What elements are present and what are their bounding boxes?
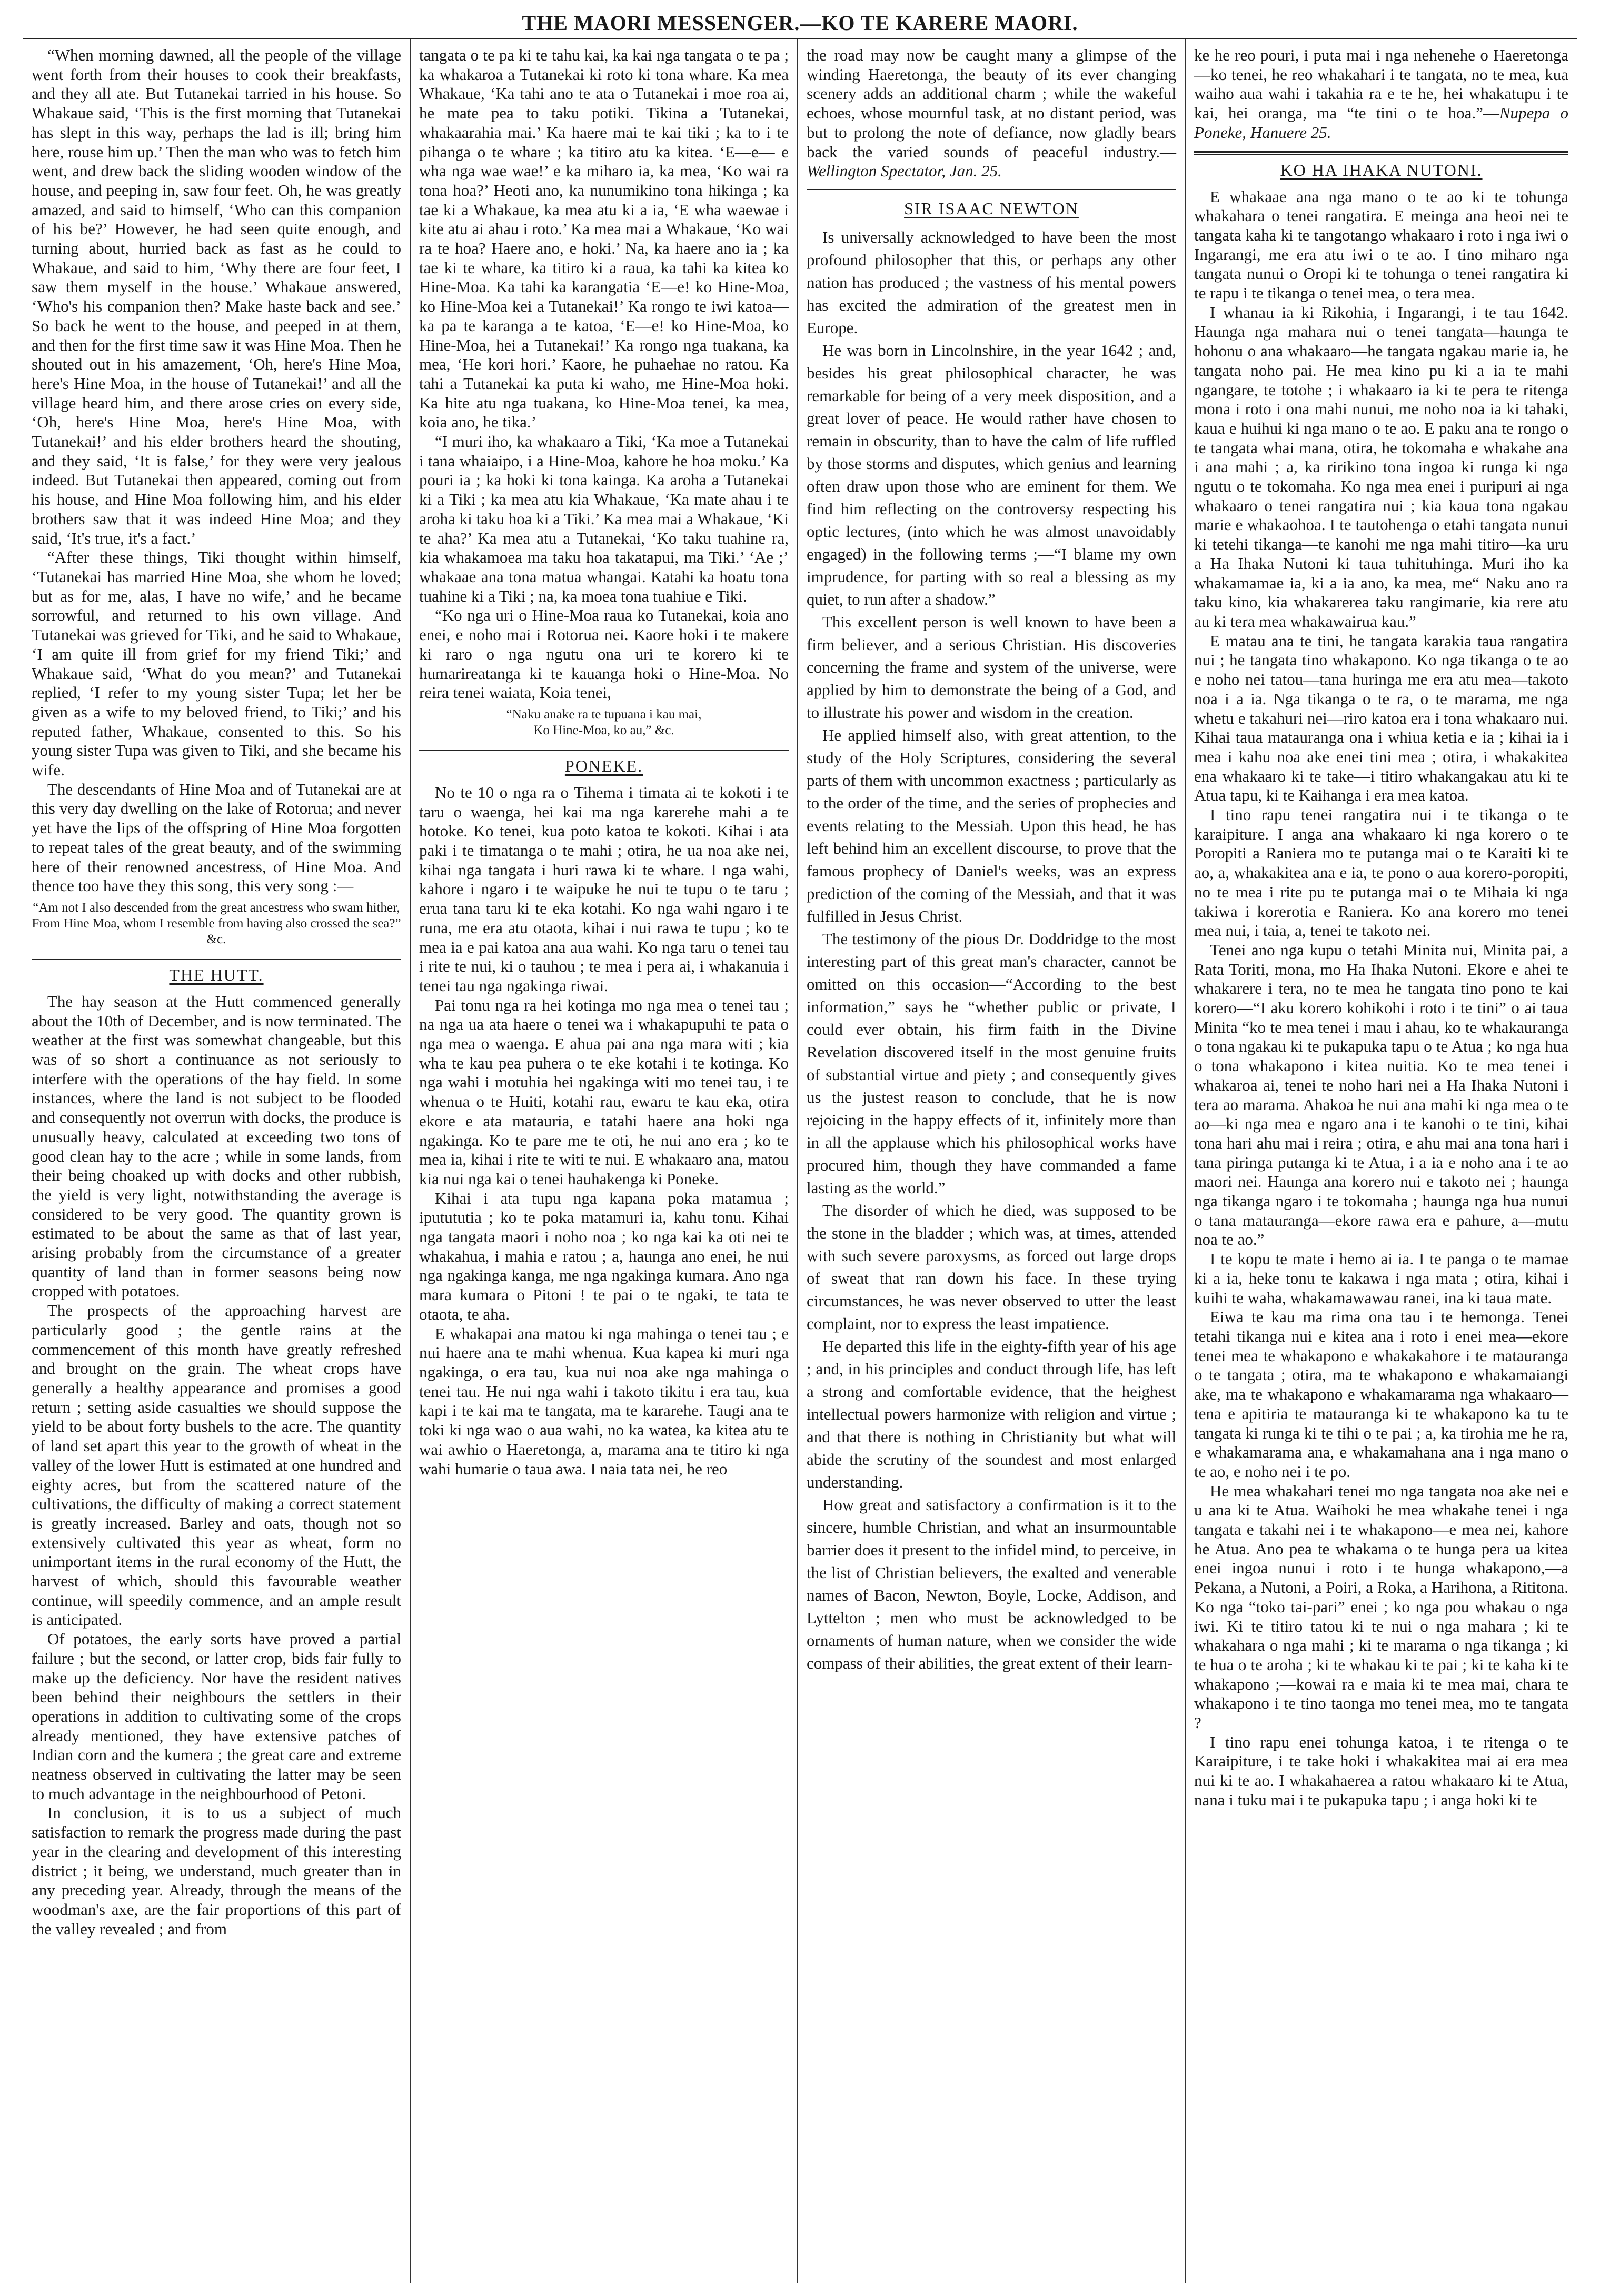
hutt-paragraph: In conclusion, it is to us a subject of much satisfaction to remark the progress made during the past year in the clearing and development of this interesting district ; it being, we understand, much greater than in any preceding year. Already, through the means of the woodman's axe, are the fair proportions of this part of the valley revealed ; and from — [32, 1803, 401, 1938]
quote-line: “Naku anake ra te tupuana i kau mai, — [506, 707, 702, 722]
hutt-paragraph: Of potatoes, the early sorts have proved a partial failure ; but the second, or latter crop, bids fair fully to make up the deficiency. Nor have the resident natives been behind their neighbours the settlers in their operations in addition to cultivating some of the crops already mentioned, they have extensive patches of Indian corn and the kumera ; the great care and extreme neatness observed in cultivating the latter may be seen to much advantage in the neighbourhood of Petoni. — [32, 1630, 401, 1803]
nutoni-headline: KO HA IHAKA NUTONI. — [1280, 160, 1483, 179]
quote-line: “Am not I also descended from the great ancestress who swam hither, — [33, 900, 400, 915]
poneke-paragraph: Kihai i ata tupu nga kapana poka matamua ; iputututia ; ko te poka matamuri ia, kahu tonu. Kihai nga tangata maori i noho noa ; ko nga kai ka oti nei te whakahua, i mahia e ratou ; a, haunga ano enei, he nui nga ngakinga kanga, me nga ngakinga kumara. Ano nga mara kumara o Pitoni ! te pai o te ngaki, te tata te otaota, te aha. — [419, 1189, 789, 1323]
newton-paragraph: How great and satisfactory a confirmation is it to the sincere, humble Christian, and what an insurmountable barrier does it present to the infidel mind, to perceive, in the list of Christian believers, the exalted and venerable names of Bacon, Newton, Boyle, Locke, Addison, and Lyttelton ; men who must be acknowledged to be ornaments of human nature, when we consider the wide compass of their abilities, the great extent of their learn- — [807, 1495, 1176, 1672]
article-paragraph: The descendants of Hine Moa and of Tutanekai are at this very day dwelling on the lake of Rotorua; and never yet have the lips of the offspring of Hine Moa forgotten to repeat tales of the great beauty, and of the swimming here of their renowned ancestress, of Hine Moa. And thence too have they this song, this very song :— — [32, 780, 401, 895]
masthead: THE MAORI MESSENGER.—KO TE KARERE MAORI. — [23, 12, 1577, 39]
hutt-paragraph: The hay season at the Hutt commenced generally about the 10th of December, and is now terminated. The weather at the first was somewhat changeable, but this was of so short a continuance as not seriously to interfere with the operations of the hay field. In some instances, where the land is not subject to be flooded and consequently not overrun with docks, the produce is unusually heavy, calculated at exceeding two tons of good clean hay to the acre ; while in some lands, from their being choaked up with docks and other rubbish, the yield is very light, notwithstanding the average is considered to be very good. The quantity grown is estimated to be about the same as that of last year, arising probably from the circumstance of a greater quantity of land than in former seasons being now cropped with potatoes. — [32, 992, 401, 1301]
newton-paragraph: The testimony of the pious Dr. Doddridge to the most interesting part of this great man's character, cannot be omitted on this occasion—“According to the best information,” says he “whether public or private, I could ever obtain, his firm faith in the Divine Revelation discovered itself in the most genuine fruits of substantial virtue and piety ; and consequently gives us the justest reason to conclude, that he is now rejoicing in the happy effects of it, infinitely more than in all the applause which his philosophical works have procured him, though they have commanded a fame lasting as the world.” — [807, 929, 1176, 1197]
article-paragraph: “After these things, Tiki thought within himself, ‘Tutanekai has married Hine Moa, she whom he loved; but as for me, alas, I have no wife,’ and he became sorrowful, and returned to his own village. And Tutanekai was grieved for Tiki, and he said to Whakaue, ‘I am quite ill from grief for my friend Tiki;’ and Whakaue said, ‘What do you mean?’ and Tutanekai replied, ‘I refer to my young sister Tupa; let her be given as a wife to my beloved friend, to Tiki;’ and his reputed father, Whakaue, consented to this. So his young sister Tupa was given to Tiki, and she became his wife. — [32, 548, 401, 780]
quote-line: Ko Hine-Moa, ko au,” &c. — [533, 723, 674, 737]
hutt-paragraph: The prospects of the approaching harvest are particularly good ; the gentle rains at the commencement of this month have greatly refreshed and brought on the grain. The wheat crops have generally a healthy appearance and promises a good return ; setting aside casualties we should suppose the yield to be about forty bushels to the acre. The quantity of land set apart this year to the growth of wheat in the valley of the lower Hutt is estimated at one hundred and eighty acres, but from the scattered nature of the cultivations, the difficulty of making a correct statement is greatly increased. Barley and oats, though not so extensively cultivated this year as wheat, form no unimportant items in the rural economy of the Hutt, the harvest of which, should this favourable weather continue, will speedily commence, and an ample result is anticipated. — [32, 1301, 401, 1629]
poneke-paragraph: E whakapai ana matou ki nga mahinga o tenei tau ; e nui haere ana te mahi whenua. Kua kapea ki muri nga ngakinga, o era tau, kua nui noa ake nga mahinga o tenei tau. He nui nga wahi i takoto tikitu i era tau, kua kapi i te kai ma te tangata, ma te kararehe. Taugi ana te toki ki nga wao o aua wahi, no ka watea, ka kitea atu te wai awhio o Haeretonga, a, marama ana te titiro ki nga wahi humarie o taua awa. I naia tata nei, he reo — [419, 1324, 789, 1478]
section-rule — [1194, 151, 1568, 155]
nutoni-paragraph: I tino rapu tenei rangatira nui i te tikanga o te karaipiture. I anga ana whakaaro ki nga korero o te Poropiti a Raniera mo te putanga mai o te Karaiti ki te ao, a, whakakitea ana e ia, te pono o aua korero-poropiti, no te mea i rite pu te putanga mai o te Mihaia ki nga takiwa i korerotia e Raniera. Ko ana korero mo tenei mea nui, i taia, a, tenei te takoto nei. — [1194, 805, 1568, 940]
nutoni-paragraph: He mea whakahari tenei mo nga tangata noa ake nei e u ana ki te Atua. Waihoki he mea whakahe tenei i nga tangata e takahi nei i te whakapono—e mea nei, kahore he Atua. Ano pea te whakama o te hunga pera ua kitea enei ingoa nunui i roto i te hunga whakapono,—a Pekana, a Nutoni, a Poiri, a Roka, a Harihona, a Rititona. Ko nga “toko tai-pari” enei ; ko nga pou whakau o nga iwi. Ki te titiro tatou ki te nui o nga mahara ; ki te whakahara o nga mahi ; ki te marama o nga tikanga ; ki te hua o te aroha ; ki te whakau ki te pai ; ki te kaha ki te whakapono ;—kowai ra e maia ki te mea mai, chara te whakapono i te tino taonga mo tenei mea, mo te tangata ? — [1194, 1481, 1568, 1732]
column-3 — [798, 39, 1186, 2283]
columns — [23, 39, 1577, 2283]
nutoni-paragraph: I whanau ia ki Rikohia, i Ingarangi, i te tau 1642. Haunga nga mahara nui o tenei tangata—haunga te hohonu o ana whakaaro—he tangata ngakau marie ia, he tangata noho pai. He mea kino pu ki a ia te mahi ngangare, te totohe ; i whakaaro ia ki te pera te ritenga mona i roto i ona mahi nunui, me noho noa ia ki tahaki, kaua e huihui ki nga mano o te ao. E paku ana te rongo o te tangata whai mana, otira, he tokomaha e whakahe ana i ana mahi ; a, ka ririkino tona ingoa ki runga ki nga ngutu o te tokomaha. Ko nga mea enei i puripuri ai nga whakaaro o tenei rangatira nui ; kia kaua tona ngakau marie e whakaohoa. I te tautohenga o etahi tangata nunui ki tetehi tikanga—te kanohi me nga mahi titiro—ka uru a Ha Ihaka Nutoni ki taua tuhituhinga. Muri iho ka whakamamae ia, ki a ia ano, ka mea, me“ Naku ano ra taku kino, kia whakarerea taku rangimarie, kia rere atu au ki tera mea whakawairua kau.” — [1194, 303, 1568, 631]
section-rule — [32, 956, 401, 960]
nutoni-paragraph: E matau ana te tini, he tangata karakia taua rangatira nui ; he tangata tino whakapono. Ko nga tikanga o te ao e noho nei tatou—tana huringa me era atu mea—takoto noa i a ia. Nga tikanga o te ra, o te marama, me nga whetu e takahuri nei—riro katoa era i tona whakaaro nui. Kihai taua matauranga ona i whiua ketia e ia ; kihai ia i mea i kahu noa ake enei tini mea ; otira, i whakakitea ena whakaaro ki te take—i titiro whakangakau atu ki te Atua tapu, ki te Kaihanga i era mea katoa. — [1194, 631, 1568, 805]
article-paragraph: “When morning dawned, all the people of the village went forth from their houses to cook their breakfasts, and they all ate. But Tutanekai tarried in his house. So Whakaue said, ‘This is the first morning that Tutanekai has slept in this way, perhaps the lad is ill; bring him here, rouse him up.’ Then the man who was to fetch him went, and drew back the sliding wooden window of the house, and peeping in, saw four feet. Oh, he was greatly amazed, and said to himself, ‘Who can this companion of his be?’ However, he had seen quite enough, and turning about, hurried back as fast as he could to Whakaue, and said to him, ‘Why there are four feet, I saw them myself in the house.’ Whakaue answered, ‘Who's his companion then? Make haste back and see.’ So back he went to the house, and peeped in at them, and then for the first time saw it was Hine Moa. Then he shouted out in his amazement, ‘Oh, here's Hine Moa, here's Hine Moa, in the house of Tutanekai!’ and all the village heard him, and there arose cries on every side, ‘Oh, here's Hine Moa, here's Hine Moa, with Tutanekai!’ and his elder brothers heard the shouting, and they said, ‘It is false,’ for they were very jealous indeed. But Tutanekai then appeared, coming out from his house, and Hine Moa following him, and his elder brothers saw that it was indeed Hine Moa; and they said, ‘It's true, it's a fact.’ — [32, 46, 401, 547]
source-citation: Wellington Spectator, Jan. 25. — [807, 162, 1002, 181]
maori-paragraph: “Ko nga uri o Hine-Moa raua ko Tutanekai, koia ano enei, e noho mai i Rotorua nei. Kaore hoki i te makere ki raro o nga ngutu ona uri te korero ki te humarireatanga ki te kauanga hoki o Hine-Moa. No reira tenei waiata, Koia tenei, — [419, 606, 789, 702]
newton-paragraph: This excellent person is well known to have been a firm believer, and a serious Christian. His discoveries concerning the frame and system of the universe, were applied by him to demonstrate the being of a God, and to illustrate his power and wisdom in the creation. — [807, 612, 1176, 722]
newton-paragraph: He was born in Lincolnshire, in the year 1642 ; and, besides his great philosophical character, he was remarkable for being of a very meek disposition, and a great lover of peace. He would rather have chosen to remain in obscurity, than to have the calm of life ruffled by those storms and disputes, which genius and learning often draw upon those who are eminent for them. We find him reflecting on the controversy respecting his optic lectures, (into which he was almost unavoidably engaged) in the following terms ;—“I blame my own imprudence, for parting with so real a blessing as my quiet, to run after a shadow.” — [807, 341, 1176, 608]
maori-paragraph: “I muri iho, ka whakaaro a Tiki, ‘Ka moe a Tutanekai i tana whaiaipo, i a Hine-Moa, kahore he hoa moku.’ Ka pouri ia ; ka hoki ki tona kainga. Ka aroha a Tutanekai ki a Tiki ; ka mea atu kia Whakaue, ‘Ka mate ahau i te aroha ki taku hoa ki a Tiki.’ Ka mea mai a Whakaue, ‘Ki te aha?’ Ka mea atu a Tutanekai, ‘Ko taku tuahine ra, kia whakamoea ma taku hoa takatapui, ma Tiki.’ ‘Ae ;’ whakaae ana tona matua whangai. Katahi ka hoatu tona tuahine ki a Tiki ; na, ka moea tona tuahiue e Tiki. — [419, 432, 789, 605]
waiata-quote — [419, 707, 789, 738]
newton-headline: SIR ISAAC NEWTON — [904, 198, 1079, 218]
maori-paragraph: tangata o te pa ki te tahu kai, ka kai nga tangata o te pa ; ka whakaroa a Tutanekai ki roto ki tona whare. Ka mea Whakaue, ‘Ka tahi ano te ata o Tutanekai i moe roa ai, he mate pea to taku potiki. Tikina a Tutanekai, whakaarahia mai.’ Ka haere mai te kai tiki ; ka to i te pihanga o te whare ; ka titiro atu ka kitea. ‘E—e— e wha nga wae wae!’ e ka miharo ia, ka mea, ‘Ko wai ra tona hoa?’ Heoti ano, ka nunumikino tona hikinga ; ka tae ki a Whakaue, ka mea atu ki a ia, ‘E wha waewae i kite atu ai ahau i roto.’ Ka mea mai a Whakaue, ‘Ko wai ra te hoa? Haere ano, e hoki.’ Na, ka haere ano ia ; ka tae ki te whare, ka titiro ki a raua, ka tahi ka kitea ko Hine-Moa. Ka tahi ka karangatia ‘E—e! ko Hine-Moa, ko Hine-Moa kei a Tutanekai!’ Ka rongo te iwi katoa—ka pa te karanga a te katoa, ‘E—e! ko Hine-Moa, ko Hine-Moa, hei a Tutanekai!’ Ka rongo nga tuakana, ka mea, ‘He kori hori.’ Kaore, he puhaehae no ratou. Ka tahi a Tutanekai ka puta ki waho, me Hine-Moa hoki. Ka hite atu nga tuakana, ko Hine-Moa tenei, ka mea, koia ano, he tika.’ — [419, 46, 789, 432]
poneke-headline: PONEKE. — [564, 756, 643, 775]
newton-paragraph: He departed this life in the eighty-fifth year of his age ; and, in his principles and conduct through life, has left a strong and comfortable evidence, that the heighest intellectual powers harmonize with religion and virtue ; and that there is nothing in Christianity but what will abide the scrutiny of the soundest and most enlarged understanding. — [807, 1336, 1176, 1491]
column-4 — [1186, 39, 1577, 2283]
nutoni-paragraph: I tino rapu enei tohunga katoa, i te ritenga o te Karaipiture, i te take hoki i whakakitea mai ai era mea nui ki te ao. I whakahaerea a ratou whakaaro ki te Atua, nana i tuku mai i te pukapuka tapu ; i anga hoki ki te — [1194, 1732, 1568, 1809]
nutoni-paragraph: E whakaae ana nga mano o te ao ki te tohunga whakahara o tenei rangatira. E meinga ana heoi nei te tangata kaha ki te tangotango whakaaro i roto i nga iwi o Ingarangi, me era atu iwi o te ao. I tino miharo nga tangata nunui o Oropi ki te tohunga o tenei rangatira ki te rapu i te tikanga o tenei mea, o tera mea. — [1194, 187, 1568, 303]
hutt-continuation — [807, 46, 1176, 181]
poneke-continuation — [1194, 46, 1568, 143]
column-1 — [23, 39, 411, 2283]
section-rule — [807, 189, 1176, 193]
nutoni-paragraph: Eiwa te kau ma rima ona tau i te hemonga. Tenei tetahi tikanga nui e kitea ana i roto i enei mea—ekore tenei mea te whakapono e whakakahore i te matauranga o te tangata ; otira, ma te whakapono e whakamaiangi ake, ma te whakapono e whakamarama nga whakaaro—tena e apitiria te matauranga ki te whakapono ka tu te tangata ki runga ki te tihi o te pai ; a, ka tirohia me he ra, e whakamarama ana, e whakamahana ana i nga mano o te ao, e noho nei i te po. — [1194, 1307, 1568, 1481]
newton-paragraph: The disorder of which he died, was supposed to be the stone in the bladder ; which was, at times, attended with such severe paroxysms, as forced out large drops of sweat that ran down his face. In these trying circumstances, he was never observed to utter the least complaint, nor to express the least impatience. — [807, 1201, 1176, 1333]
newton-article — [807, 226, 1176, 1674]
continuation-text: ke he reo pouri, i puta mai i nga nehenehe o Haeretonga—ko tenei, he reo whakahari i te tangata, no te mea, kua waiho aua wahi i takahia ra e te he, hei whakatupu i te kai, hei oranga, ma “te tini o te hoa.”— — [1194, 46, 1568, 123]
section-rule — [419, 747, 789, 751]
source-citation: Nupepa o Poneke, Hanuere 25. — [1194, 104, 1569, 142]
quote-line: From Hine Moa, whom I resemble from having also crossed the sea?” &c. — [32, 916, 401, 946]
newton-paragraph: He applied himself also, with great attention, to the study of the Holy Scriptures, considering the several parts of them with uncommon exactness ; particularly as to the order of the time, and the series of prophecies and events relating to the Messiah. Upon this head, he has left behind him an excellent discourse, to prove that the famous prophecy of Daniel's weeks, was an express prediction of the coming of the Messiah, and that it was fulfilled in Jesus Christ. — [807, 725, 1176, 925]
poneke-paragraph: Pai tonu nga ra hei kotinga mo nga mea o tenei tau ; na nga ua ata haere o tenei wa i whakapupuhi te pata o nga mea o waenga. E ahua pai ana nga mara witi ; kia wha te kau pea puhera o te eke kotahi i te kotinga. Ko nga wahi i motuhia hei ngakinga witi mo tenei tau, i te whenua o te Huiti, kotahi rau, ewaru te kau eka, otira ekore e ata matauria, e tatahi haere ana hoki nga ngakinga. Ko te pare me te oti, he nui ano era ; ko te mea ia, kihai i rite te witi te nui. E whakaaro ana, matou kia nui nga kai o tenei hauhakenga ki Poneke. — [419, 995, 789, 1188]
poneke-paragraph: No te 10 o nga ra o Tihema i timata ai te kokoti i te taru o waenga, hei kai ma nga karerehe mahi a te hotoke. Ko tenei, kua poto katoa te kokoti. Kihai i ata paki i te timatanga o te mahi ; otira, he ua noa ake nei, kihai nga tangata i huri rawa ki te whare. I nga wahi, kahore i ngaro i te waipuke he nui te tupu o te taru ; erua tana taru ki te eka kotahi. Ko nga wahi ngaro i te runa, me era atu otaota, kihai i nui rawa te tupu ; ko te mea ia e pai katoa ana aua wahi. Ko nga taru o tenei tau i rite te nui, ki o tauhou ; te mea i pera ai, i whakanuia i tenei tau nga ngakinga riwai. — [419, 783, 789, 995]
column-2 — [411, 39, 798, 2283]
continuation-text: the road may now be caught many a glimpse of the winding Haeretonga, the beauty of its ever changing scenery adds an additional charm ; while the wakeful echoes, whose mournful task, at no distant period, was but to prolong the note of defiance, now gladly bears back the varied sounds of peaceful industry.— — [807, 46, 1176, 161]
nutoni-paragraph: I te kopu te mate i hemo ai ia. I te panga o te mamae ki a ia, heke tonu te kakawa i nga mata ; otira, kihai i kuihi te waha, whakamawawau ranei, ina ki taua mate. — [1194, 1250, 1568, 1307]
nutoni-paragraph: Tenei ano nga kupu o tetahi Minita nui, Minita pai, a Rata Toriti, mona, mo Ha Ihaka Nutoni. Ekore e ahei te whakarere i tera, no te mea he tangata tino pono te kai korero—“I aku korero kohikohi i roto i te tini” o ai taua Minita “ko te mea tenei i mau i ahau, ko te whakauranga o tona ngakau ki te pukapuka tapu o te Atua ; ko nga hua o tona whakapono i kitea nuitia. Ko te mea tenei i whakaroa ai, tenei te noho hari nei a Ha Ihaka Nutoni i tera ao marama. Ahakoa he nui ana mahi ki nga mea o te ao—ki nga mea e ngaro ana i te kanohi o te tini, kihai tona hari ahu mai i reira ; otira, e ahu mai ana tona hari i tana piringa putanga ki te Atua, i a ia e noho ana i te ao maori nei. Haunga ana korero nui e takoto nei ; haunga nga tikanga ngaro i te tokomaha ; haunga nga hua nunui o tana matauranga—ekore rawa era e pahure, a—mutu noa te ao.” — [1194, 940, 1568, 1249]
song-quote — [32, 900, 401, 947]
hutt-headline: THE HUTT. — [169, 965, 264, 984]
newton-paragraph: Is universally acknowledged to have been the most profound philosopher that this, or perhaps any other nation has produced ; the vastness of his mental powers has excited the admiration of the greatest men in Europe. — [807, 227, 1176, 337]
